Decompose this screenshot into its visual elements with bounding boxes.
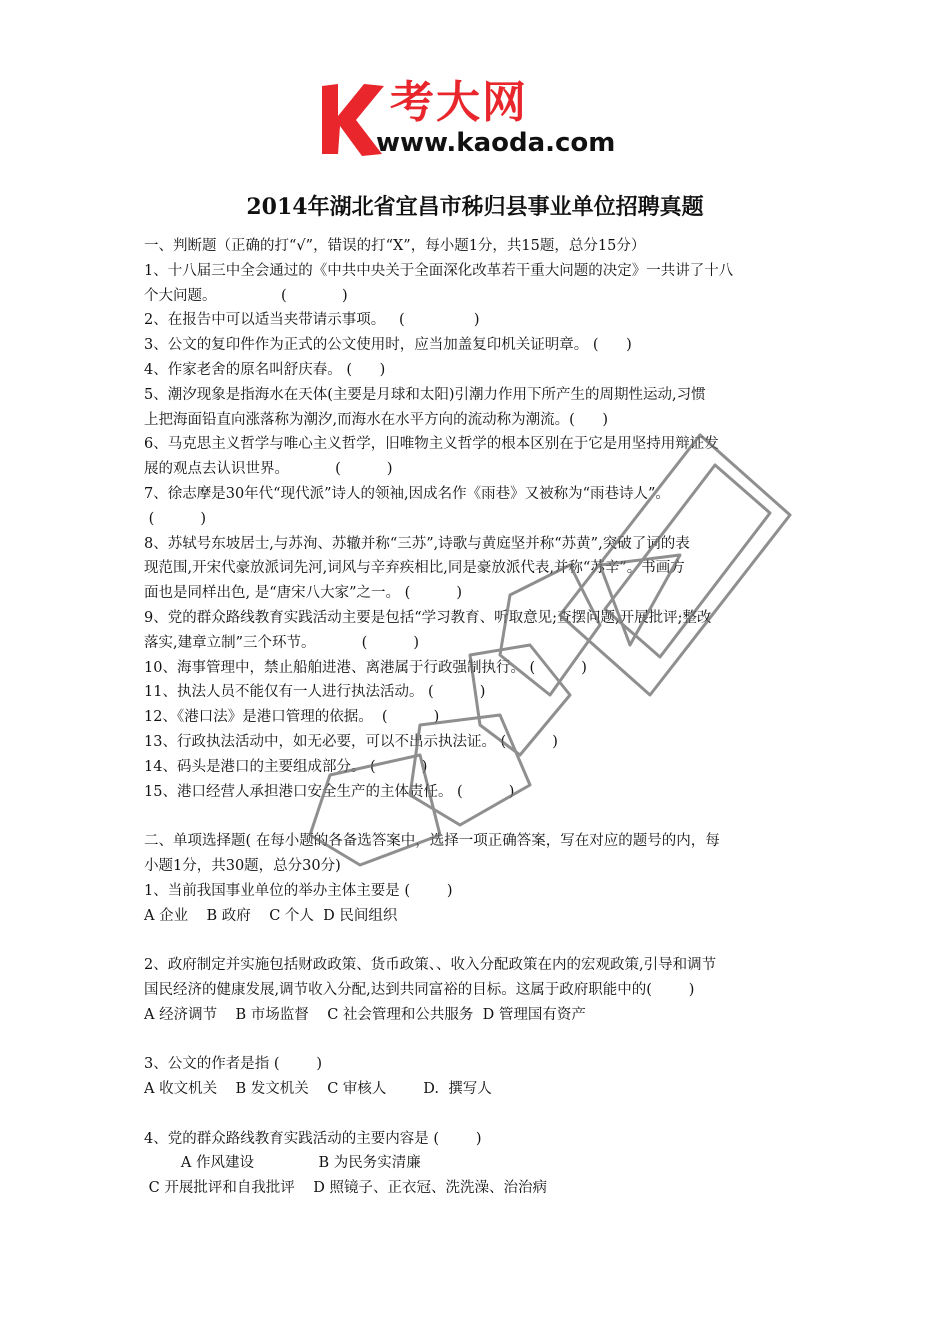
question-line: 1、十八届三中全会通过的《中共中央关于全面深化改革若干重大问题的决定》一共讲了十八 bbox=[144, 262, 734, 279]
question-line: 落实,建章立制”三个环节。 ( ) bbox=[144, 634, 420, 651]
question-line: 现范围,开宋代豪放派词先河,词风与辛弃疾相比,同是豪放派代表,并称“苏辛”。书画方 bbox=[144, 560, 685, 577]
question-line: A 经济调节 B 市场监督 C 社会管理和公共服务 D 管理国有资产 bbox=[144, 1006, 586, 1023]
spacer bbox=[144, 1102, 810, 1127]
question-line: 9、党的群众路线教育实践活动主要是包括“学习教育、听取意见;查摆问题,开展批评;整改 bbox=[144, 609, 712, 626]
question-line: 个大问题。 ( ) bbox=[144, 287, 348, 304]
question-line: 小题1分，共30题，总分30分) bbox=[144, 857, 341, 874]
question-line: A 收文机关 B 发文机关 C 审核人 D. 撰写人 bbox=[144, 1081, 492, 1098]
exam-content bbox=[144, 234, 810, 1201]
question-line: 10、海事管理中，禁止船舶进港、离港属于行政强制执行。 ( ) bbox=[144, 659, 587, 676]
logo-brand-text: 考大网 bbox=[390, 77, 528, 128]
question-line: 3、公文的作者是指 ( ) bbox=[144, 1056, 323, 1073]
question-line: 二、单项选择题( 在每小题的各备选答案中，选择一项正确答案，写在对应的题号的内，每 bbox=[144, 833, 720, 850]
spacer bbox=[144, 804, 810, 829]
spacer bbox=[144, 1028, 810, 1053]
question-line: 上把海面铅直向涨落称为潮汐,而海水在水平方向的流动称为潮流。( ) bbox=[144, 411, 609, 428]
logo-url: www.kaoda.com bbox=[376, 128, 616, 158]
question-line: 13、行政执法活动中，如无必要，可以不出示执法证。 ( ) bbox=[144, 733, 558, 750]
question-line: 12、《港口法》是港口管理的依据。 ( ) bbox=[144, 709, 440, 726]
question-line: 国民经济的健康发展,调节收入分配,达到共同富裕的目标。这属于政府职能中的( ) bbox=[144, 981, 695, 998]
question-line: 7、徐志摩是30年代“现代派”诗人的领袖,因成名作《雨巷》又被称为“雨巷诗人”。 bbox=[144, 485, 670, 502]
question-line: 8、苏轼号东坡居士,与苏洵、苏辙并称“三苏”,诗歌与黄庭坚并称“苏黄”,突破了词的表 bbox=[144, 535, 690, 552]
question-line: 1、当前我国事业单位的举办主体主要是 ( ) bbox=[144, 882, 453, 899]
question-line: 14、码头是港口的主要组成部分。 ( ) bbox=[144, 758, 428, 775]
question-line: 一、判断题（正确的打“√”，错误的打“X”，每小题1分，共15题，总分15分） bbox=[144, 238, 646, 254]
question-line: 面也是同样出色, 是“唐宋八大家”之一。 ( ) bbox=[144, 585, 463, 602]
question-line: 5、潮汐现象是指海水在天体(主要是月球和太阳)引潮力作用下所产生的周期性运动,习惯 bbox=[144, 386, 706, 403]
question-line: 2、政府制定并实施包括财政政策、货币政策、、收入分配政策在内的宏观政策,引导和调节 bbox=[144, 957, 717, 974]
spacer bbox=[144, 928, 810, 953]
question-line: 15、港口经营人承担港口安全生产的主体责任。 ( ) bbox=[144, 783, 515, 800]
question-line: ( ) bbox=[144, 510, 207, 527]
question-line: 3、公文的复印件作为正式的公文使用时，应当加盖复印机关证明章。 ( ) bbox=[144, 337, 632, 354]
question-line: 6、马克思主义哲学与唯心主义哲学，旧唯物主义哲学的根本区别在于它是用坚持用辩证发 bbox=[144, 436, 719, 453]
question-line: 2、在报告中可以适当夹带请示事项。 ( ) bbox=[144, 312, 480, 329]
page-title: 2014年湖北省宜昌市秭归县事业单位招聘真题 bbox=[246, 194, 704, 220]
question-line: A 企业 B 政府 C 个人 D 民间组织 bbox=[144, 907, 398, 924]
kaoda-logo bbox=[318, 77, 638, 160]
question-line: 展的观点去认识世界。 ( ) bbox=[144, 461, 393, 478]
question-line: A 作风建设 B 为民务实清廉 bbox=[144, 1155, 421, 1172]
question-line: 4、作家老舍的原名叫舒庆春。 ( ) bbox=[144, 361, 386, 378]
question-line: 4、党的群众路线教育实践活动的主要内容是 ( ) bbox=[144, 1130, 482, 1147]
question-line: C 开展批评和自我批评 D 照镜子、正衣冠、洗洗澡、治治病 bbox=[144, 1180, 547, 1197]
question-line: 11、执法人员不能仅有一人进行执法活动。 ( ) bbox=[144, 684, 486, 701]
